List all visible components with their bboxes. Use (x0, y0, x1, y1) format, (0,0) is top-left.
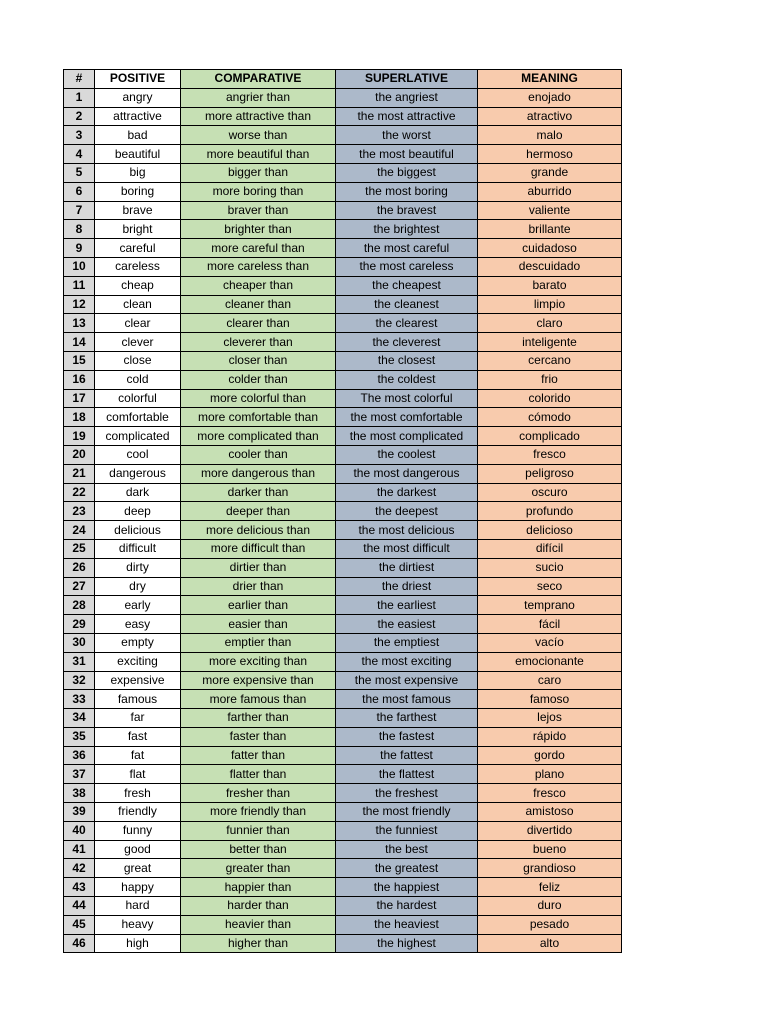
table-row (64, 464, 622, 483)
cell-comparative: bigger than (181, 163, 336, 182)
cell-superlative: the most careful (336, 239, 478, 258)
cell-meaning: oscuro (478, 483, 622, 502)
cell-superlative: the angriest (336, 88, 478, 107)
cell-meaning: frio (478, 370, 622, 389)
cell-positive: happy (95, 878, 181, 897)
cell-positive: great (95, 859, 181, 878)
table-row (64, 408, 622, 427)
header-meaning: MEANING (478, 70, 622, 89)
cell-comparative: more colorful than (181, 389, 336, 408)
table-row (64, 201, 622, 220)
cell-number: 29 (64, 615, 95, 634)
cell-number: 6 (64, 182, 95, 201)
cell-number: 41 (64, 840, 95, 859)
cell-number: 14 (64, 333, 95, 352)
cell-positive: bright (95, 220, 181, 239)
cell-comparative: higher than (181, 934, 336, 953)
header-comparative: COMPARATIVE (181, 70, 336, 89)
cell-positive: friendly (95, 803, 181, 822)
table-row (64, 521, 622, 540)
cell-superlative: the most careless (336, 257, 478, 276)
cell-meaning: pesado (478, 915, 622, 934)
cell-meaning: caro (478, 671, 622, 690)
cell-comparative: emptier than (181, 633, 336, 652)
cell-number: 3 (64, 126, 95, 145)
cell-number: 2 (64, 107, 95, 126)
cell-meaning: fácil (478, 615, 622, 634)
table-row (64, 897, 622, 916)
cell-positive: angry (95, 88, 181, 107)
cell-meaning: plano (478, 765, 622, 784)
cell-number: 9 (64, 239, 95, 258)
cell-number: 17 (64, 389, 95, 408)
cell-number: 19 (64, 427, 95, 446)
cell-comparative: more friendly than (181, 803, 336, 822)
cell-meaning: difícil (478, 539, 622, 558)
cell-comparative: worse than (181, 126, 336, 145)
cell-number: 1 (64, 88, 95, 107)
cell-positive: cold (95, 370, 181, 389)
table-row (64, 577, 622, 596)
cell-comparative: brighter than (181, 220, 336, 239)
table-row (64, 539, 622, 558)
cell-superlative: the most comfortable (336, 408, 478, 427)
cell-positive: dangerous (95, 464, 181, 483)
cell-meaning: cercano (478, 351, 622, 370)
table-row (64, 727, 622, 746)
cell-positive: good (95, 840, 181, 859)
cell-meaning: alto (478, 934, 622, 953)
cell-meaning: inteligente (478, 333, 622, 352)
cell-number: 4 (64, 145, 95, 164)
cell-positive: attractive (95, 107, 181, 126)
cell-positive: fast (95, 727, 181, 746)
header-positive: POSITIVE (95, 70, 181, 89)
cell-number: 36 (64, 746, 95, 765)
cell-superlative: the biggest (336, 163, 478, 182)
cell-superlative: the easiest (336, 615, 478, 634)
cell-superlative: the greatest (336, 859, 478, 878)
cell-number: 24 (64, 521, 95, 540)
cell-superlative: the funniest (336, 821, 478, 840)
cell-superlative: the most beautiful (336, 145, 478, 164)
cell-superlative: the most attractive (336, 107, 478, 126)
cell-positive: difficult (95, 539, 181, 558)
cell-number: 22 (64, 483, 95, 502)
cell-meaning: grandioso (478, 859, 622, 878)
cell-superlative: the most boring (336, 182, 478, 201)
cell-positive: careful (95, 239, 181, 258)
cell-meaning: valiente (478, 201, 622, 220)
header-superlative: SUPERLATIVE (336, 70, 478, 89)
table-row (64, 803, 622, 822)
cell-meaning: amistoso (478, 803, 622, 822)
table-row (64, 633, 622, 652)
table-row (64, 558, 622, 577)
cell-number: 26 (64, 558, 95, 577)
cell-positive: hard (95, 897, 181, 916)
table-row (64, 107, 622, 126)
cell-meaning: emocionante (478, 652, 622, 671)
cell-positive: deep (95, 502, 181, 521)
table-row (64, 615, 622, 634)
cell-number: 33 (64, 690, 95, 709)
table-row (64, 88, 622, 107)
cell-meaning: enojado (478, 88, 622, 107)
cell-number: 32 (64, 671, 95, 690)
cell-superlative: the farthest (336, 709, 478, 728)
cell-meaning: divertido (478, 821, 622, 840)
cell-number: 37 (64, 765, 95, 784)
table-row (64, 502, 622, 521)
cell-meaning: bueno (478, 840, 622, 859)
cell-positive: heavy (95, 915, 181, 934)
cell-comparative: cleaner than (181, 295, 336, 314)
cell-meaning: descuidado (478, 257, 622, 276)
cell-superlative: the most complicated (336, 427, 478, 446)
cell-number: 11 (64, 276, 95, 295)
cell-comparative: more attractive than (181, 107, 336, 126)
cell-superlative: the cleverest (336, 333, 478, 352)
cell-number: 21 (64, 464, 95, 483)
cell-superlative: the coldest (336, 370, 478, 389)
cell-positive: high (95, 934, 181, 953)
cell-meaning: vacío (478, 633, 622, 652)
cell-positive: big (95, 163, 181, 182)
cell-superlative: the flattest (336, 765, 478, 784)
cell-positive: bad (95, 126, 181, 145)
cell-superlative: the freshest (336, 784, 478, 803)
cell-comparative: more boring than (181, 182, 336, 201)
cell-meaning: cuidadoso (478, 239, 622, 258)
cell-meaning: fresco (478, 784, 622, 803)
cell-superlative: the earliest (336, 596, 478, 615)
cell-meaning: cómodo (478, 408, 622, 427)
table-row (64, 652, 622, 671)
table-row (64, 220, 622, 239)
table-row (64, 690, 622, 709)
cell-meaning: aburrido (478, 182, 622, 201)
cell-positive: funny (95, 821, 181, 840)
cell-positive: colorful (95, 389, 181, 408)
table-row (64, 746, 622, 765)
cell-positive: fat (95, 746, 181, 765)
cell-positive: exciting (95, 652, 181, 671)
cell-positive: dry (95, 577, 181, 596)
cell-meaning: delicioso (478, 521, 622, 540)
table-row (64, 314, 622, 333)
cell-comparative: heavier than (181, 915, 336, 934)
cell-comparative: clearer than (181, 314, 336, 333)
cell-positive: flat (95, 765, 181, 784)
cell-comparative: more exciting than (181, 652, 336, 671)
cell-meaning: claro (478, 314, 622, 333)
cell-number: 23 (64, 502, 95, 521)
cell-number: 13 (64, 314, 95, 333)
cell-meaning: rápido (478, 727, 622, 746)
cell-comparative: happier than (181, 878, 336, 897)
cell-comparative: more careless than (181, 257, 336, 276)
cell-comparative: more careful than (181, 239, 336, 258)
table-row (64, 389, 622, 408)
table-row (64, 821, 622, 840)
cell-comparative: fatter than (181, 746, 336, 765)
cell-positive: fresh (95, 784, 181, 803)
cell-superlative: the deepest (336, 502, 478, 521)
table-row (64, 351, 622, 370)
cell-comparative: closer than (181, 351, 336, 370)
cell-meaning: barato (478, 276, 622, 295)
cell-comparative: more delicious than (181, 521, 336, 540)
cell-positive: far (95, 709, 181, 728)
cell-superlative: the cheapest (336, 276, 478, 295)
cell-positive: close (95, 351, 181, 370)
cell-number: 15 (64, 351, 95, 370)
cell-comparative: farther than (181, 709, 336, 728)
cell-positive: empty (95, 633, 181, 652)
cell-meaning: fresco (478, 445, 622, 464)
cell-superlative: the cleanest (336, 295, 478, 314)
adjectives-table (63, 69, 622, 953)
cell-superlative: the hardest (336, 897, 478, 916)
cell-positive: clear (95, 314, 181, 333)
cell-comparative: cooler than (181, 445, 336, 464)
table-row (64, 840, 622, 859)
cell-comparative: more famous than (181, 690, 336, 709)
header-row (64, 70, 622, 89)
cell-superlative: the best (336, 840, 478, 859)
cell-comparative: more complicated than (181, 427, 336, 446)
cell-superlative: the most famous (336, 690, 478, 709)
table-row (64, 276, 622, 295)
cell-superlative: The most colorful (336, 389, 478, 408)
cell-meaning: gordo (478, 746, 622, 765)
cell-superlative: the darkest (336, 483, 478, 502)
cell-number: 39 (64, 803, 95, 822)
cell-superlative: the fastest (336, 727, 478, 746)
cell-comparative: cheaper than (181, 276, 336, 295)
cell-superlative: the closest (336, 351, 478, 370)
cell-meaning: complicado (478, 427, 622, 446)
table-row (64, 257, 622, 276)
cell-meaning: duro (478, 897, 622, 916)
cell-meaning: malo (478, 126, 622, 145)
cell-number: 42 (64, 859, 95, 878)
cell-comparative: more comfortable than (181, 408, 336, 427)
cell-meaning: colorido (478, 389, 622, 408)
table-row (64, 596, 622, 615)
cell-superlative: the happiest (336, 878, 478, 897)
cell-comparative: greater than (181, 859, 336, 878)
cell-number: 31 (64, 652, 95, 671)
cell-superlative: the most dangerous (336, 464, 478, 483)
cell-meaning: peligroso (478, 464, 622, 483)
header-number: # (64, 70, 95, 89)
cell-positive: famous (95, 690, 181, 709)
cell-comparative: earlier than (181, 596, 336, 615)
cell-superlative: the most expensive (336, 671, 478, 690)
cell-number: 10 (64, 257, 95, 276)
cell-positive: clean (95, 295, 181, 314)
cell-number: 46 (64, 934, 95, 953)
table-row (64, 182, 622, 201)
cell-meaning: sucio (478, 558, 622, 577)
cell-comparative: cleverer than (181, 333, 336, 352)
cell-comparative: dirtier than (181, 558, 336, 577)
table-row (64, 445, 622, 464)
cell-positive: careless (95, 257, 181, 276)
cell-number: 34 (64, 709, 95, 728)
cell-number: 35 (64, 727, 95, 746)
cell-number: 43 (64, 878, 95, 897)
cell-meaning: profundo (478, 502, 622, 521)
cell-number: 20 (64, 445, 95, 464)
cell-superlative: the most delicious (336, 521, 478, 540)
cell-comparative: more difficult than (181, 539, 336, 558)
cell-number: 7 (64, 201, 95, 220)
table-row (64, 145, 622, 164)
cell-positive: dirty (95, 558, 181, 577)
cell-comparative: more expensive than (181, 671, 336, 690)
table-row (64, 859, 622, 878)
cell-positive: easy (95, 615, 181, 634)
cell-number: 18 (64, 408, 95, 427)
table-row (64, 784, 622, 803)
cell-comparative: colder than (181, 370, 336, 389)
cell-superlative: the dirtiest (336, 558, 478, 577)
cell-number: 25 (64, 539, 95, 558)
cell-number: 12 (64, 295, 95, 314)
table-row (64, 483, 622, 502)
table-row (64, 370, 622, 389)
cell-comparative: deeper than (181, 502, 336, 521)
cell-positive: complicated (95, 427, 181, 446)
cell-number: 28 (64, 596, 95, 615)
cell-meaning: hermoso (478, 145, 622, 164)
table-row (64, 126, 622, 145)
cell-meaning: feliz (478, 878, 622, 897)
cell-superlative: the brightest (336, 220, 478, 239)
cell-meaning: seco (478, 577, 622, 596)
cell-positive: expensive (95, 671, 181, 690)
table-row (64, 709, 622, 728)
cell-comparative: flatter than (181, 765, 336, 784)
cell-comparative: drier than (181, 577, 336, 596)
cell-superlative: the highest (336, 934, 478, 953)
cell-number: 40 (64, 821, 95, 840)
cell-number: 44 (64, 897, 95, 916)
cell-comparative: darker than (181, 483, 336, 502)
cell-comparative: more dangerous than (181, 464, 336, 483)
cell-superlative: the heaviest (336, 915, 478, 934)
cell-comparative: more beautiful than (181, 145, 336, 164)
cell-number: 30 (64, 633, 95, 652)
cell-meaning: atractivo (478, 107, 622, 126)
cell-positive: early (95, 596, 181, 615)
cell-positive: brave (95, 201, 181, 220)
cell-positive: cheap (95, 276, 181, 295)
cell-positive: cool (95, 445, 181, 464)
table-row (64, 934, 622, 953)
table-row (64, 671, 622, 690)
cell-positive: beautiful (95, 145, 181, 164)
table-row (64, 163, 622, 182)
cell-positive: boring (95, 182, 181, 201)
cell-number: 45 (64, 915, 95, 934)
cell-meaning: lejos (478, 709, 622, 728)
table-row (64, 915, 622, 934)
cell-superlative: the emptiest (336, 633, 478, 652)
cell-superlative: the coolest (336, 445, 478, 464)
cell-positive: dark (95, 483, 181, 502)
cell-meaning: famoso (478, 690, 622, 709)
table-row (64, 239, 622, 258)
table-row (64, 295, 622, 314)
cell-comparative: braver than (181, 201, 336, 220)
cell-comparative: angrier than (181, 88, 336, 107)
cell-comparative: harder than (181, 897, 336, 916)
cell-meaning: grande (478, 163, 622, 182)
cell-superlative: the clearest (336, 314, 478, 333)
cell-comparative: faster than (181, 727, 336, 746)
cell-superlative: the most friendly (336, 803, 478, 822)
cell-comparative: easier than (181, 615, 336, 634)
table-row (64, 765, 622, 784)
cell-superlative: the bravest (336, 201, 478, 220)
cell-superlative: the worst (336, 126, 478, 145)
cell-number: 27 (64, 577, 95, 596)
cell-number: 5 (64, 163, 95, 182)
cell-meaning: brillante (478, 220, 622, 239)
cell-number: 16 (64, 370, 95, 389)
cell-superlative: the driest (336, 577, 478, 596)
cell-comparative: better than (181, 840, 336, 859)
cell-number: 8 (64, 220, 95, 239)
cell-meaning: temprano (478, 596, 622, 615)
cell-superlative: the most exciting (336, 652, 478, 671)
cell-number: 38 (64, 784, 95, 803)
cell-superlative: the most difficult (336, 539, 478, 558)
cell-positive: delicious (95, 521, 181, 540)
cell-comparative: fresher than (181, 784, 336, 803)
cell-meaning: limpio (478, 295, 622, 314)
cell-superlative: the fattest (336, 746, 478, 765)
cell-comparative: funnier than (181, 821, 336, 840)
cell-positive: clever (95, 333, 181, 352)
table-row (64, 427, 622, 446)
cell-positive: comfortable (95, 408, 181, 427)
table-row (64, 878, 622, 897)
table-row (64, 333, 622, 352)
